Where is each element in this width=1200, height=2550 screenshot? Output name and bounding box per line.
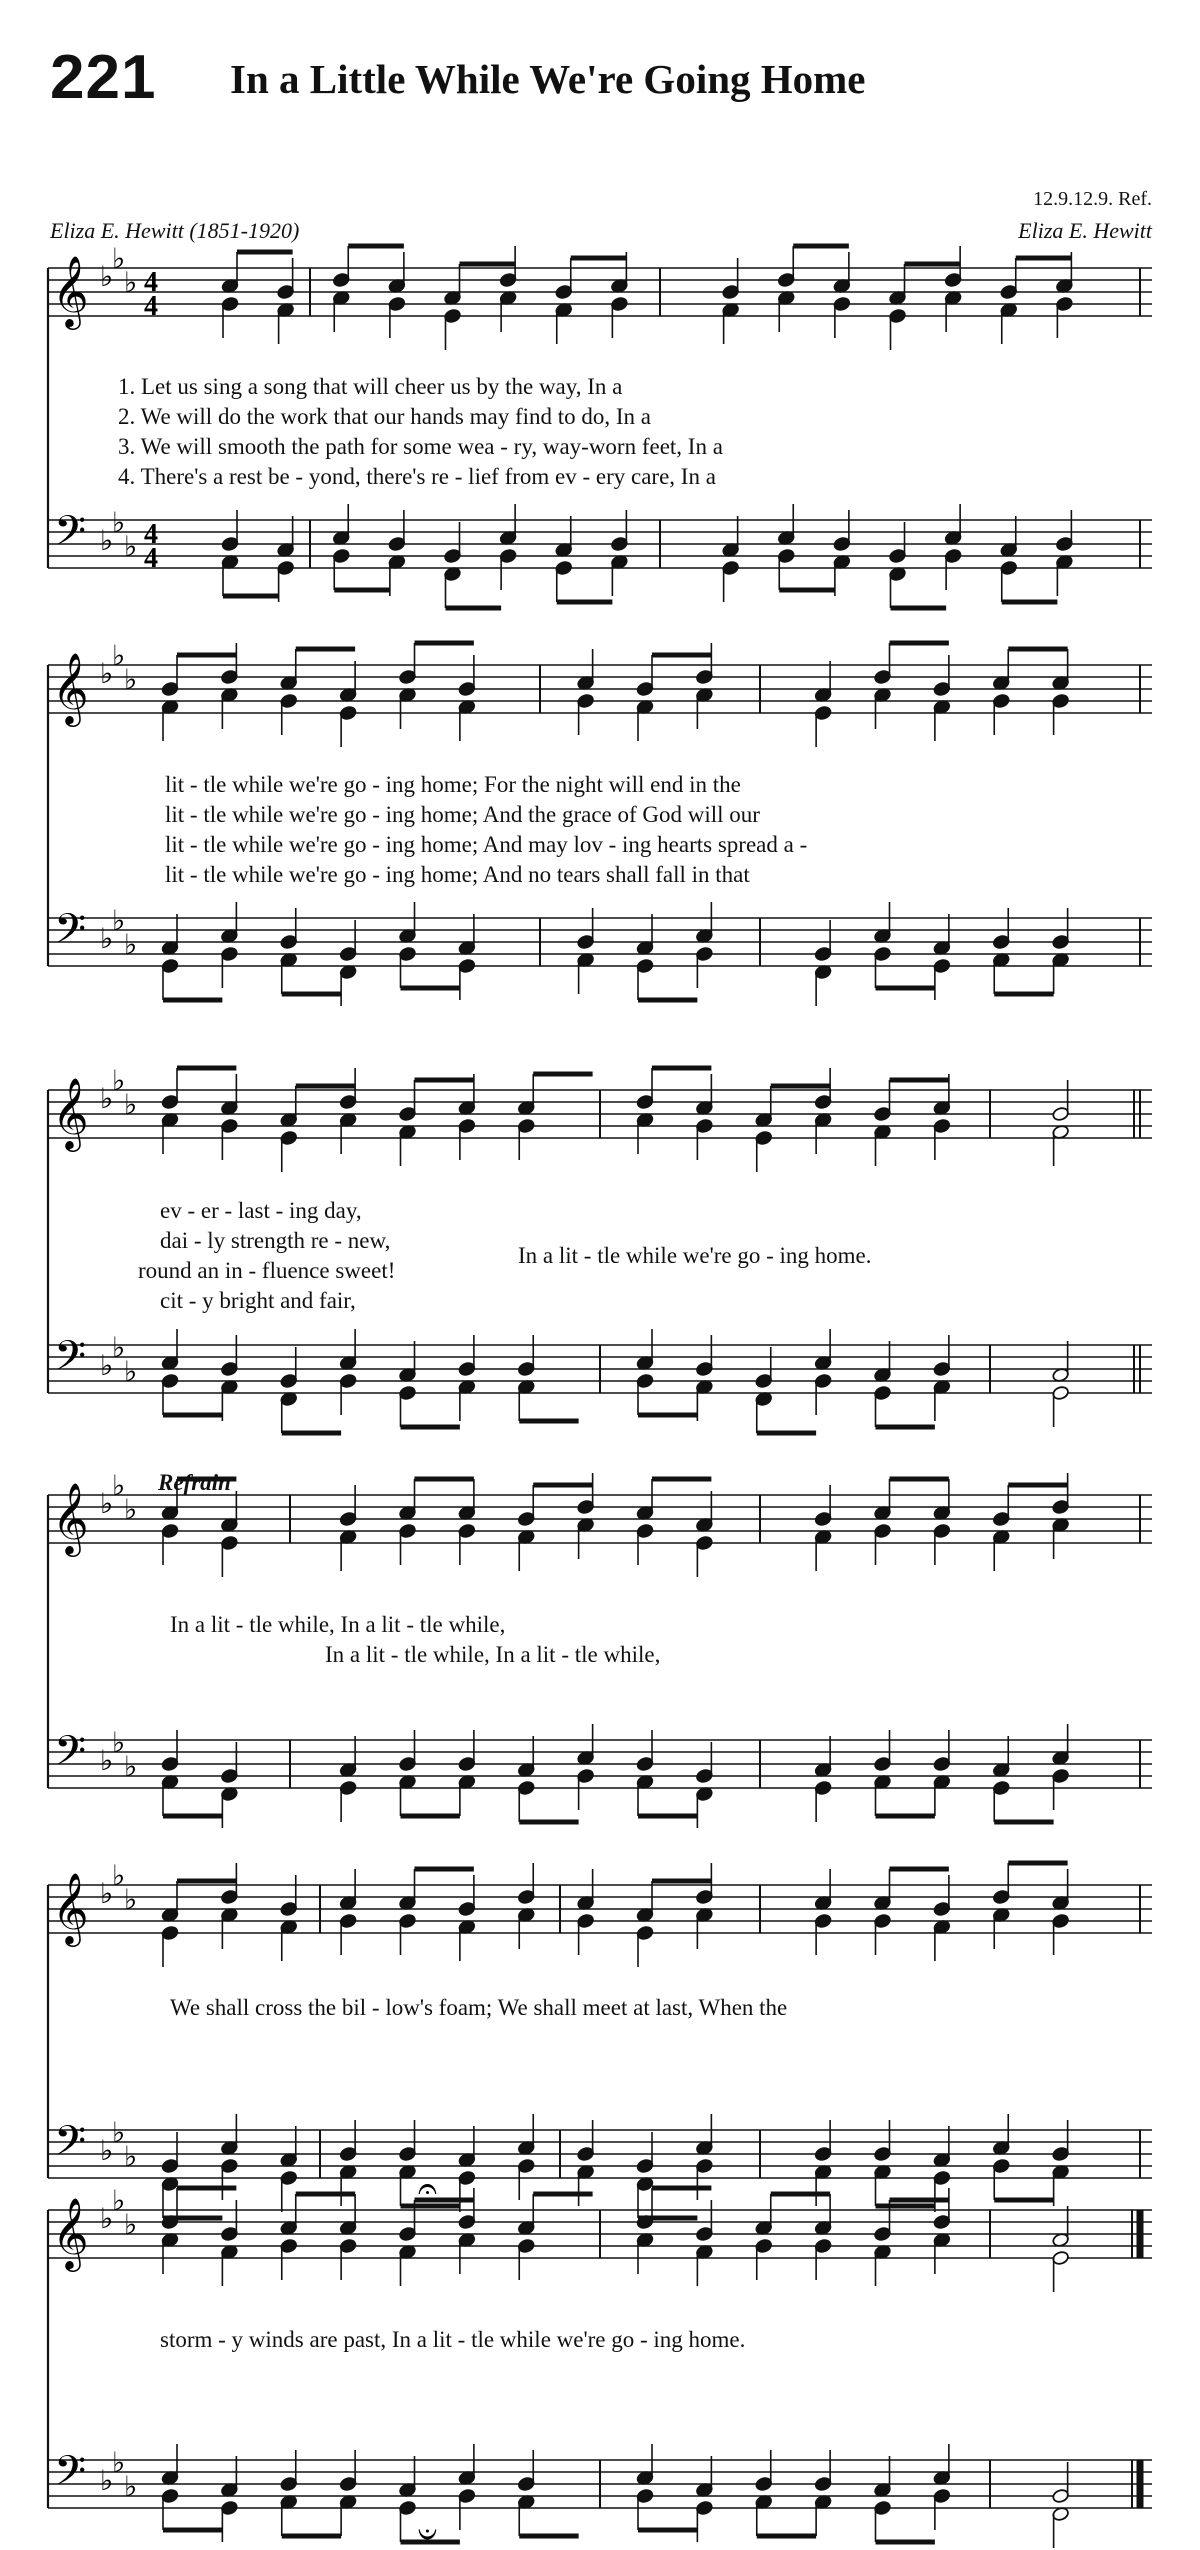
- flat-sign: ♭: [100, 2202, 114, 2235]
- flat-sign: ♭: [112, 1331, 126, 1364]
- verse-2-line-1: 2. We will do the work that our hands may find to do, In a: [118, 404, 652, 429]
- common-line-3: In a lit - tle while we're go - ing home.: [518, 1243, 872, 1268]
- verse-4-line-2: lit - tle while we're go - ing home; And no tears shall fall in that: [165, 862, 750, 887]
- bass-clef: 𝄢: [54, 2117, 87, 2175]
- verse-4-line-3: cit - y bright and fair,: [160, 1288, 356, 1313]
- verse-1-line-3: ev - er - last - ing day,: [160, 1198, 362, 1223]
- flat-sign: ♭: [100, 2464, 114, 2497]
- flat-sign: ♭: [112, 2116, 126, 2149]
- words-credit: Eliza E. Hewitt (1851-1920): [50, 218, 300, 243]
- treble-clef: 𝄞: [52, 1481, 89, 1554]
- flat-sign: ♭: [124, 2208, 138, 2241]
- flat-sign: ♭: [100, 524, 114, 557]
- flat-sign: ♭: [124, 928, 138, 961]
- flat-sign: ♭: [112, 639, 126, 672]
- bass-clef: 𝄢: [54, 1332, 87, 1390]
- flat-sign: ♭: [100, 1487, 114, 1520]
- flat-sign: ♭: [100, 1082, 114, 1115]
- music-credit: Eliza E. Hewitt: [1018, 218, 1152, 243]
- flat-sign: ♭: [100, 1877, 114, 1910]
- refrain-line-2: In a lit - tle while, In a lit - tle while,: [325, 1642, 661, 1667]
- verse-3-line-2: lit - tle while we're go - ing home; And may lov - ing hearts spread a -: [165, 832, 808, 857]
- treble-clef: 𝄞: [52, 2196, 89, 2269]
- treble-clef: 𝄞: [52, 1076, 89, 1149]
- verse-3-line-3: round an in - fluence sweet!: [138, 1258, 396, 1283]
- meter-label: 12.9.12.9. Ref.: [1033, 188, 1152, 210]
- hymn-title: In a Little While We're Going Home: [230, 56, 866, 102]
- flat-sign: ♭: [112, 2446, 126, 2479]
- flat-sign: ♭: [124, 266, 138, 299]
- flat-sign: ♭: [124, 2140, 138, 2173]
- flat-sign: ♭: [124, 663, 138, 696]
- flat-sign: ♭: [112, 2184, 126, 2217]
- bass-clef: 𝄢: [54, 1727, 87, 1785]
- treble-clef: 𝄞: [52, 1871, 89, 1944]
- refrain-line-1: In a lit - tle while, In a lit - tle while,: [170, 1612, 506, 1637]
- flat-sign: ♭: [112, 242, 126, 275]
- verse-2-line-3: dai - ly strength re - new,: [160, 1228, 391, 1253]
- fermata-below-icon: 𝄑: [418, 2514, 437, 2550]
- flat-sign: ♭: [100, 657, 114, 690]
- bass-clef: 𝄢: [54, 507, 87, 565]
- flat-sign: ♭: [112, 506, 126, 539]
- flat-sign: ♭: [124, 1088, 138, 1121]
- flat-sign: ♭: [100, 1744, 114, 1777]
- flat-sign: ♭: [100, 1349, 114, 1382]
- bass-clef: 𝄢: [54, 905, 87, 963]
- flat-sign: ♭: [124, 1883, 138, 1916]
- verse-4-line-1: 4. There's a rest be - yond, there's re - lief from ev - ery care, In a: [118, 464, 716, 489]
- refrain-label: Refrain: [158, 1470, 231, 1495]
- time-signature-top: 4: [144, 267, 158, 298]
- flat-sign: ♭: [112, 1726, 126, 1759]
- flat-sign: ♭: [124, 2470, 138, 2503]
- flat-sign: ♭: [124, 1493, 138, 1526]
- hymn-number: 221: [50, 43, 157, 112]
- verse-1-line-1: 1. Let us sing a song that will cheer us by the way, In a: [118, 374, 623, 399]
- treble-clef: 𝄞: [52, 651, 89, 724]
- flat-sign: ♭: [100, 260, 114, 293]
- fermata-icon: 𝄐: [418, 2169, 437, 2209]
- flat-sign: ♭: [124, 530, 138, 563]
- treble-clef: 𝄞: [52, 254, 89, 327]
- verse-3-line-1: 3. We will smooth the path for some wea - ry, way-worn feet, In a: [118, 434, 723, 459]
- time-signature-bottom: 4: [144, 543, 158, 574]
- refrain-line-3: We shall cross the bil - low's foam; We shall meet at last, When the: [170, 1995, 788, 2020]
- flat-sign: ♭: [100, 2134, 114, 2167]
- flat-sign: ♭: [112, 1859, 126, 1892]
- verse-2-line-2: lit - tle while we're go - ing home; And the grace of God will our: [165, 802, 760, 827]
- flat-sign: ♭: [112, 1064, 126, 1097]
- refrain-line-4: storm - y winds are past, In a lit - tle while we're go - ing home.: [160, 2327, 746, 2352]
- flat-sign: ♭: [112, 1469, 126, 1502]
- bass-clef: 𝄢: [54, 2447, 87, 2505]
- flat-sign: ♭: [124, 1750, 138, 1783]
- verse-1-line-2: lit - tle while we're go - ing home; For the night will end in the: [165, 772, 741, 797]
- flat-sign: ♭: [112, 904, 126, 937]
- flat-sign: ♭: [100, 922, 114, 955]
- flat-sign: ♭: [124, 1355, 138, 1388]
- time-signature-top: 4: [144, 519, 158, 550]
- time-signature-bottom: 4: [144, 291, 158, 322]
